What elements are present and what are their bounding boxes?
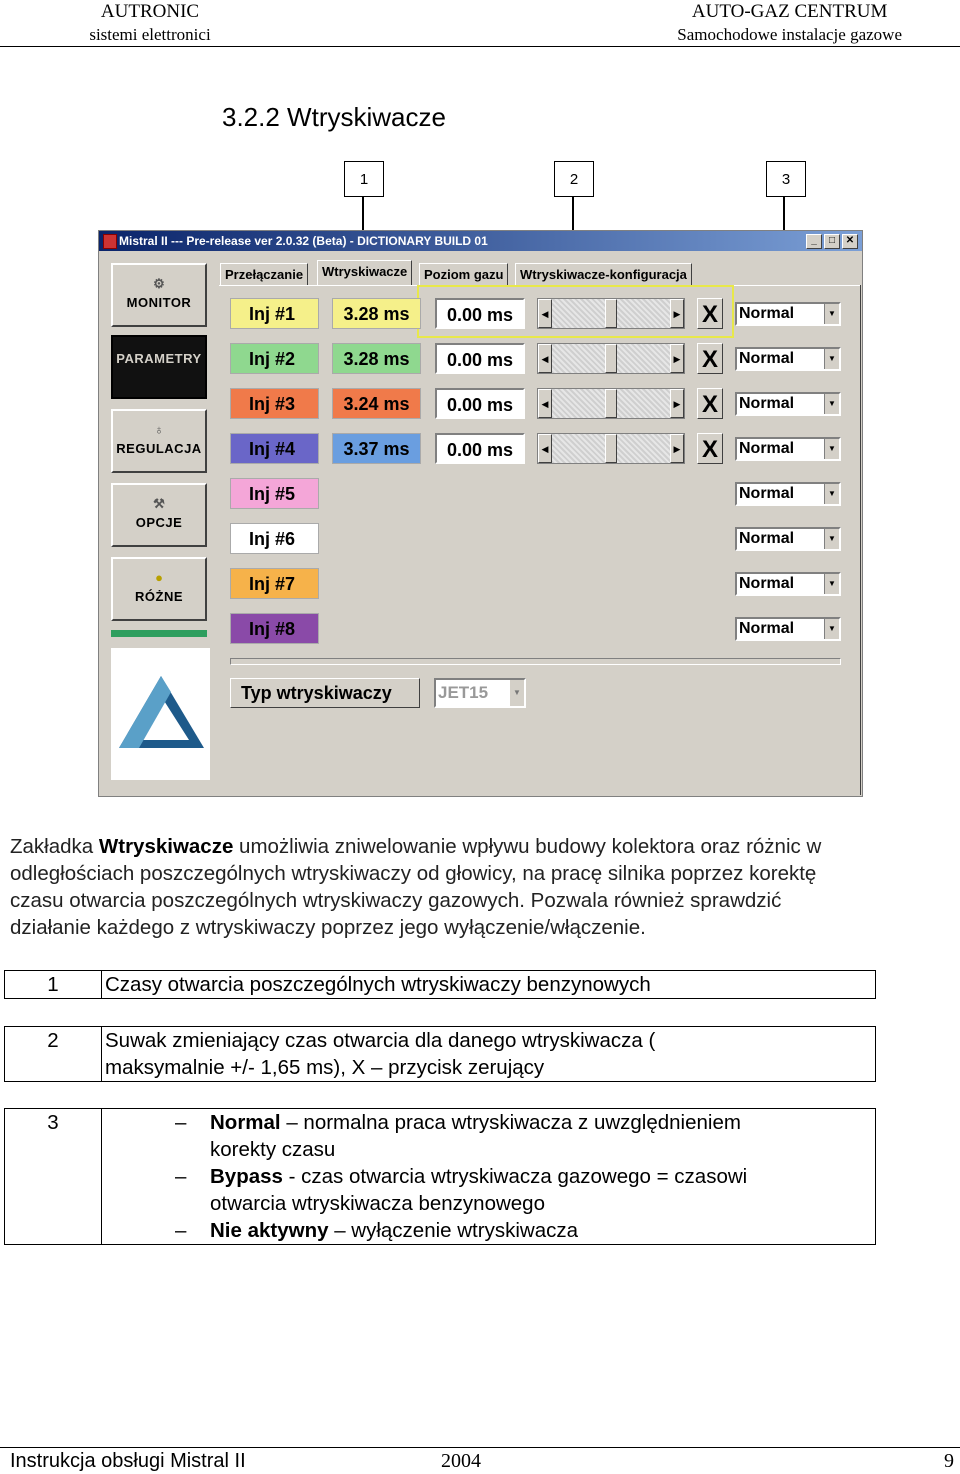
window-titlebar <box>99 231 862 251</box>
injector-label: Inj #2 <box>230 343 319 374</box>
injector-time: 3.37 ms <box>332 433 421 464</box>
app-icon <box>103 234 117 249</box>
row-number: 1 <box>5 971 102 998</box>
mode-value: Normal <box>739 395 795 412</box>
para-bold: Wtryskiwacze <box>98 835 234 858</box>
mode-value: Normal <box>739 305 795 322</box>
mode-name: Nie aktywny <box>210 1219 329 1242</box>
close-icon[interactable]: ✕ <box>842 234 858 249</box>
mode-select[interactable] <box>735 617 841 641</box>
correction-value[interactable]: 0.00 ms <box>435 388 525 419</box>
mode-value: Normal <box>739 350 795 367</box>
reset-button[interactable]: X <box>697 298 723 329</box>
company-name-left: AUTRONIC <box>100 1 200 22</box>
footer-manual-title: Instrukcja obsługi Mistral II <box>10 1450 246 1472</box>
chevron-down-icon[interactable]: ▼ <box>824 439 839 459</box>
slider-thumb[interactable] <box>605 389 617 418</box>
flask-icon: ♁ <box>154 422 164 437</box>
dash: – <box>175 1165 187 1188</box>
para-line: czasu otwarcia poszczególnych wtryskiwaczy gazowych. Pozwala również sprawdzić <box>10 889 782 912</box>
company-name-right: AUTO-GAZ CENTRUM <box>691 1 888 22</box>
footer-year: 2004 <box>441 1450 481 1472</box>
description-paragraph <box>10 833 950 941</box>
mode-desc: - czas otwarcia wtryskiwacza gazowego = czasowi <box>282 1165 748 1188</box>
row-text: maksymalnie +/- 1,65 ms), X – przycisk zerujący <box>105 1056 545 1079</box>
correction-slider[interactable] <box>537 343 685 374</box>
dash: – <box>175 1111 187 1134</box>
mode-select[interactable] <box>735 302 841 326</box>
injector-type-select[interactable] <box>434 678 526 708</box>
gear-icon: ⚙ <box>153 276 165 291</box>
sidebar-label: PARAMETRY <box>116 351 202 366</box>
injector-label: Inj #5 <box>230 478 319 509</box>
sidebar-opcje-button[interactable] <box>111 483 207 547</box>
slider-right-arrow-icon[interactable]: ▶ <box>670 434 684 463</box>
reset-button[interactable]: X <box>697 343 723 374</box>
mode-value: Normal <box>739 440 795 457</box>
chevron-down-icon[interactable]: ▼ <box>824 304 839 324</box>
reset-button[interactable]: X <box>697 388 723 419</box>
company-subtitle-left: sistemi elettronici <box>89 25 211 44</box>
mode-value: Normal <box>739 575 795 592</box>
row-text: Suwak zmieniający czas otwarcia dla danego wtryskiwacza ( <box>105 1029 656 1052</box>
mode-select[interactable] <box>735 347 841 371</box>
injector-label: Inj #4 <box>230 433 319 464</box>
sidebar-rozne-button[interactable] <box>111 557 207 621</box>
injector-label: Inj #3 <box>230 388 319 419</box>
mode-desc: – normalna praca wtryskiwacza z uwzględnieniem <box>280 1111 741 1134</box>
injector-label: Inj #6 <box>230 523 319 554</box>
slider-right-arrow-icon[interactable]: ▶ <box>670 389 684 418</box>
slider-left-arrow-icon[interactable]: ◀ <box>538 299 552 328</box>
row-text: Czasy otwarcia poszczególnych wtryskiwaczy benzynowych <box>105 973 651 996</box>
header-left <box>80 0 220 46</box>
correction-value[interactable]: 0.00 ms <box>435 298 525 329</box>
mode-select[interactable] <box>735 482 841 506</box>
callout-3: 3 <box>766 161 806 197</box>
coin-icon: ● <box>155 570 163 585</box>
callout-1: 1 <box>344 161 384 197</box>
injector-label: Inj #7 <box>230 568 319 599</box>
slider-left-arrow-icon[interactable]: ◀ <box>538 389 552 418</box>
logo <box>111 648 210 780</box>
mode-value: Normal <box>739 485 795 502</box>
tab-poziom-gazu[interactable]: Poziom gazu <box>419 263 508 285</box>
mode-value: Normal <box>739 620 795 637</box>
maximize-icon[interactable]: □ <box>824 234 840 249</box>
table-row <box>4 970 876 999</box>
correction-slider[interactable] <box>537 298 685 329</box>
mode-select[interactable] <box>735 392 841 416</box>
app-window <box>98 230 863 797</box>
slider-right-arrow-icon[interactable]: ▶ <box>670 299 684 328</box>
chevron-down-icon[interactable]: ▼ <box>510 680 524 706</box>
sidebar-monitor-button[interactable] <box>111 263 207 327</box>
panel-border-right <box>860 285 861 795</box>
correction-value[interactable]: 0.00 ms <box>435 433 525 464</box>
mode-desc: otwarcia wtryskiwacza benzynowego <box>210 1192 545 1215</box>
header-rule <box>0 46 960 47</box>
tab-wtryskiwacze-konfiguracja[interactable]: Wtryskiwacze-konfiguracja <box>515 263 692 285</box>
sidebar-label: REGULACJA <box>116 441 202 456</box>
callout-2: 2 <box>554 161 594 197</box>
sidebar-label: OPCJE <box>135 515 183 530</box>
slider-right-arrow-icon[interactable]: ▶ <box>670 344 684 373</box>
dash: – <box>175 1219 187 1242</box>
page-number: 9 <box>944 1450 954 1472</box>
correction-value[interactable]: 0.00 ms <box>435 343 525 374</box>
injector-time: 3.28 ms <box>332 298 421 329</box>
injector-time: 3.24 ms <box>332 388 421 419</box>
wrench-icon: ⚒ <box>153 496 165 511</box>
mode-name: Bypass <box>210 1165 283 1188</box>
row-number: 3 <box>5 1109 102 1244</box>
injector-type-value: JET15 <box>438 683 489 702</box>
injector-label: Inj #8 <box>230 613 319 644</box>
tab-przelaczanie[interactable]: Przełączanie <box>220 263 308 285</box>
sidebar-parametry-button[interactable] <box>111 335 207 399</box>
mode-name: Normal <box>210 1111 281 1134</box>
slider-left-arrow-icon[interactable]: ◀ <box>538 434 552 463</box>
tab-wtryskiwacze[interactable]: Wtryskiwacze <box>317 260 412 286</box>
mode-desc: korekty czasu <box>210 1138 336 1161</box>
correction-slider[interactable] <box>537 388 685 419</box>
mode-select[interactable] <box>735 527 841 551</box>
slider-left-arrow-icon[interactable]: ◀ <box>538 344 552 373</box>
chevron-down-icon[interactable]: ▼ <box>824 394 839 414</box>
chevron-down-icon[interactable]: ▼ <box>824 484 839 504</box>
footer-rule <box>0 1447 960 1448</box>
row-number: 2 <box>5 1027 102 1081</box>
chevron-down-icon[interactable]: ▼ <box>824 529 839 549</box>
table-row <box>4 1108 876 1245</box>
para-text: umożliwia zniwelowanie wpływu budowy kolektora oraz różnic w <box>233 835 822 858</box>
window-title: Mistral II --- Pre-release ver 2.0.32 (Beta) - DICTIONARY BUILD 01 <box>119 234 488 248</box>
sidebar-regulacja-button[interactable] <box>111 409 207 473</box>
slider-thumb[interactable] <box>605 344 617 373</box>
para-text: Zakładka <box>10 835 99 858</box>
company-subtitle-right: Samochodowe instalacje gazowe <box>677 25 902 44</box>
correction-slider[interactable] <box>537 433 685 464</box>
separator <box>230 658 841 665</box>
mode-select[interactable] <box>735 437 841 461</box>
section-title: 3.2.2 Wtryskiwacze <box>222 102 446 132</box>
sidebar-label: RÓŻNE <box>135 589 183 604</box>
chevron-down-icon[interactable]: ▼ <box>824 349 839 369</box>
para-line: odległościach poszczególnych wtryskiwaczy od głowicy, na pracę silnika poprzez korektę <box>10 862 817 885</box>
injector-type-label: Typ wtryskiwaczy <box>230 678 420 708</box>
status-bar-green <box>111 630 207 637</box>
slider-thumb[interactable] <box>605 299 617 328</box>
mode-value: Normal <box>739 530 795 547</box>
mode-select[interactable] <box>735 572 841 596</box>
reset-button[interactable]: X <box>697 433 723 464</box>
table-row <box>4 1026 876 1082</box>
minimize-icon[interactable]: _ <box>806 234 822 249</box>
chevron-down-icon[interactable]: ▼ <box>824 619 839 639</box>
injector-time: 3.28 ms <box>332 343 421 374</box>
slider-thumb[interactable] <box>605 434 617 463</box>
para-line: działanie każdego z wtryskiwaczy poprzez jego wyłączenie/włączenie. <box>10 916 646 939</box>
triangle-logo-icon <box>111 648 210 780</box>
injector-label: Inj #1 <box>230 298 319 329</box>
sidebar-label: MONITOR <box>126 295 192 310</box>
header-right <box>677 0 902 46</box>
mode-desc: – wyłączenie wtryskiwacza <box>328 1219 578 1242</box>
chevron-down-icon[interactable]: ▼ <box>824 574 839 594</box>
